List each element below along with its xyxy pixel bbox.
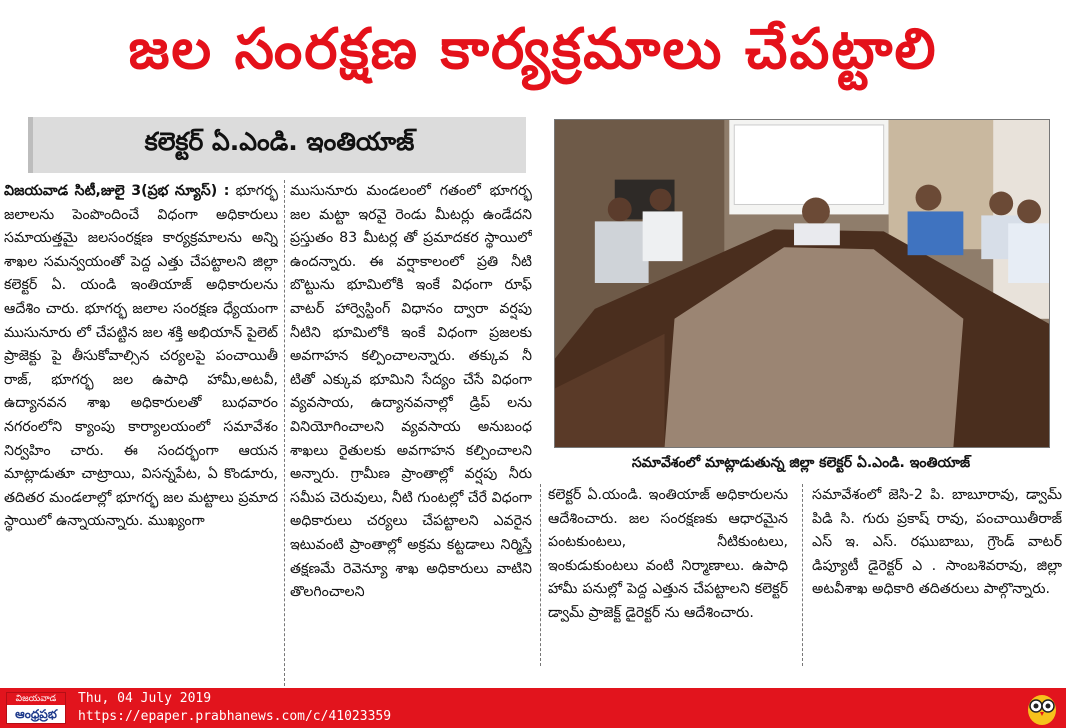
article-text-2: ముసునూరు మండలంలో గతంలో భూగర్భ జల మట్టా ఇరవై రెండు మీటర్లు ఉండేదని ప్రస్తుతం 83 మీటర్ల తో ప్రమాదకర స్థాయిలో ఉందన్నారు. ఈ వర్షాకాలంలో ప్రతి నీటి బొట్టును భూమిలోకి ఇంకే విధంగా రూఫ్ వాటర్ హార్వెస్టింగ్ విధానం ద్వారా వర్షపు నీటిని భూమిలోకి ఇంకే విధంగా ప్రజలకు అవగాహన కల్పించాలన్నారు. తక్కువ నీ టితో ఎక్కువ భూమిని సేద్యం చేసే విధంగా వ్యవసాయ, ఉద్యానవనాల్లో డ్రిప్ లను వినియోగించాలని వ్యవసాయ అనుబంధ శాఖలు రైతులకు అవగాహన కల్పించాలని అన్నారు. గ్రామీణ ప్రాంతాల్లో వర్షపు నీరు సమీప చెరువులు, నీటి గుంటల్లో చేరే విధంగా అధికారులు చర్యలు చేపట్టాలని ఎవరైన ఇటువంటి ప్రాంతాల్లో అక్రమ కట్టడాలు నిర్మిస్తే తక్షణమే రెవెన్యూ శాఖ అధికారులు వాటిని తొలగించాలని bbox=[290, 183, 532, 601]
article-text-4: సమావేశంలో జెసి-2 పి. బాబూరావు, డ్వామ్ పిడి సి. గురు ప్రకాష్ రావు, పంచాయితీరాజ్ ఎస్ ఇ. ఎస్. రఘుబాబు, గ్రౌండ్ వాటర్ డిప్యూటీ డైరెక్టర్ ఎ . సాంబశివరావు, జిల్లా అటవీశాఖ అధికారి తదితరులు పాల్గొన్నారు. bbox=[812, 487, 1062, 598]
dateline: విజయవాడ సిటీ,జులై 3(ప్రభ న్యూస్) : bbox=[4, 183, 230, 199]
column-divider bbox=[284, 180, 285, 686]
article-column-2 bbox=[290, 180, 532, 686]
article-column-3 bbox=[548, 484, 788, 666]
column-divider bbox=[540, 484, 541, 666]
meeting-photo bbox=[554, 119, 1050, 448]
owl-mascot-icon bbox=[1024, 690, 1060, 726]
article-column-1 bbox=[4, 180, 278, 686]
headline: జల సంరక్షణ కార్యక్రమాలు చేపట్టాలి bbox=[128, 16, 938, 82]
article-text-1: భూగర్భ జలాలను పెంపొందించే విధంగా అధికారులు సమాయత్తమై జలసంరక్షణ కార్యక్రమాలను అన్ని శాఖల సమన్వయంతో పెద్ద ఎత్తు చేపట్టాలని జిల్లా కలెక్టర్ ఏ. యండి ఇంతియాజ్ అధికారులను ఆదేశిం చారు. భూగర్భ జలాల సంరక్షణ ధ్యేయంగా ముసునూరు లో చేపట్టిన జల శక్తి అభియాన్ పైలెట్ ప్రాజెక్టు పై తీసుకోవాల్సిన చర్యలపై పంచాయితీ రాజ్, భూగర్భ జల ఉపాధి హామీ,అటవీ, ఉద్యానవన శాఖ అధికారులతో బుధవారం నగరంలోని క్యాంపు కార్యాలయంలో సమావేశం నిర్వహిం చారు. ఈ సందర్భంగా ఆయన మాట్లాడుతూ చాట్రాయి, విసన్నపేట, ఏ కొండూరు, తదితర మండలాల్లో భూగర్భ జల మట్టాలు ప్రమాద స్థాయిలో ఉన్నాయన్నారు. ముఖ్యంగా bbox=[4, 183, 278, 530]
article-text-3: కలెక్టర్ ఏ.యండి. ఇంతియాజ్ అధికారులను ఆదేశించారు. జల సంరక్షణకు ఆధారమైన పంటకుంటలు, నీటికుంటలు, ఇంకుడుకుంటలు వంటి నిర్మాణాలు. ఉపాధి హామీ పనుల్లో పెద్ద ఎత్తున చేపట్టాలని కలెక్టర్ డ్వామ్ ప్రాజెక్ట్ డైరెక్టర్ ను ఆదేశించారు. bbox=[548, 487, 788, 621]
footer-bar bbox=[0, 688, 1066, 728]
epaper-link[interactable]: https://epaper.prabhanews.com/c/41023359 bbox=[78, 709, 392, 724]
issue-date: Thu, 04 July 2019 bbox=[78, 691, 212, 706]
column-divider bbox=[802, 484, 803, 666]
logo-name: ఆంధ్రప్రభ bbox=[15, 707, 57, 721]
logo-edition: విజయవాడ bbox=[7, 693, 65, 705]
newspaper-logo[interactable] bbox=[6, 692, 66, 724]
article-column-4 bbox=[812, 484, 1062, 666]
subheadline: కలెక్టర్ ఏ.ఎండి. ఇంతియాజ్ bbox=[28, 117, 526, 173]
photo-caption: సమావేశంలో మాట్లాడుతున్న జిల్లా కలెక్టర్ ఏ.ఎండి. ఇంతియాజ్ bbox=[631, 454, 971, 471]
